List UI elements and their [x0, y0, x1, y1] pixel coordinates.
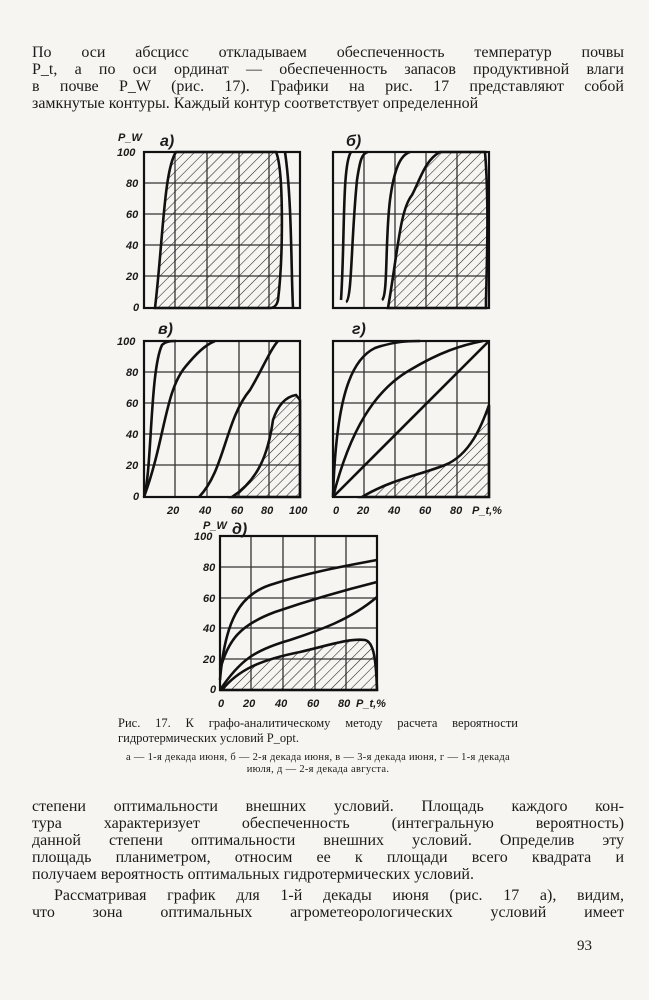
text-line: тура характеризует обеспеченность (интегральную вероятность) — [32, 815, 624, 832]
svg-text:100: 100 — [117, 147, 136, 159]
text-line: Рассматривая график для 1-й декады июня (рис. 17 а), видим, — [54, 887, 624, 904]
curve — [144, 341, 215, 497]
y-ticks — [117, 147, 140, 314]
contour — [155, 152, 282, 308]
x-ticks — [166, 505, 308, 517]
curve — [333, 341, 420, 497]
svg-text:100: 100 — [117, 336, 136, 348]
svg-text:20: 20 — [243, 698, 256, 710]
panel-label: д) — [232, 521, 248, 538]
curve — [346, 152, 368, 302]
svg-text:20: 20 — [167, 505, 180, 517]
paragraph-last — [32, 887, 624, 921]
svg-text:100: 100 — [289, 505, 308, 517]
panel-d — [194, 520, 386, 710]
svg-text:60: 60 — [203, 593, 216, 605]
figure-caption: Рис. 17. К графо-аналитическому методу расчета вероятности гидротермических условий P_opt. — [118, 716, 518, 745]
svg-text:80: 80 — [450, 505, 463, 517]
x-ticks — [333, 505, 463, 517]
text-line: По оси абсцисс откладываем обеспеченность температур почвы — [32, 44, 624, 61]
panel-label: б) — [346, 133, 362, 150]
panel-label: в) — [158, 321, 173, 338]
svg-text:60: 60 — [126, 209, 139, 221]
panel-label: г) — [352, 321, 366, 338]
svg-text:80: 80 — [338, 698, 351, 710]
svg-text:20: 20 — [357, 505, 370, 517]
curve — [144, 341, 176, 497]
curve — [285, 152, 293, 308]
page-number: 93 — [577, 938, 592, 954]
text-line: P_t, а по оси ординат — обеспеченность запасов продуктивной влаги — [32, 61, 624, 78]
svg-text:20: 20 — [126, 271, 139, 283]
svg-text:0: 0 — [210, 684, 217, 696]
svg-text:40: 40 — [126, 429, 139, 441]
y-axis-name: P_W — [203, 520, 227, 532]
text-line: что зона оптимальных агрометеорологических условий имеет — [32, 904, 624, 921]
svg-text:20: 20 — [203, 654, 216, 666]
figure-caption-notes: а — 1-я декада июня, б — 2-я декада июня, в — 3-я декада июня, г — 1-я декада июля, д — 2-я декада августа. — [126, 752, 510, 775]
panel-b — [333, 133, 489, 308]
svg-text:60: 60 — [231, 505, 244, 517]
svg-text:0: 0 — [133, 302, 140, 314]
y-axis-name: P_W — [118, 132, 142, 144]
text-line: площадь планиметром, относим ее к площади всего квадрата и — [32, 849, 624, 866]
paragraph-top — [32, 44, 624, 112]
svg-text:40: 40 — [388, 505, 401, 517]
text-line: степени оптимальности внешних условий. Площадь каждого кон- — [32, 798, 624, 815]
y-ticks — [117, 336, 140, 503]
svg-text:80: 80 — [126, 178, 139, 190]
x-ticks — [218, 698, 351, 710]
svg-text:80: 80 — [126, 367, 139, 379]
svg-text:60: 60 — [419, 505, 432, 517]
x-axis-name: P_t,% — [472, 505, 502, 517]
panel-a — [117, 132, 300, 314]
svg-text:40: 40 — [275, 698, 288, 710]
svg-text:0: 0 — [133, 491, 140, 503]
x-axis-name: P_t,% — [356, 698, 386, 710]
panel-v — [117, 321, 308, 517]
panel-g — [333, 321, 502, 517]
svg-text:100: 100 — [194, 531, 213, 543]
figure-17 — [0, 120, 649, 720]
text-line: данной степени оптимальности внешних условий. Определив эту — [32, 832, 624, 849]
text-line: в почве P_W (рис. 17). Графики на рис. 17 представляют собой — [32, 78, 624, 95]
paragraph-bottom — [32, 798, 624, 883]
svg-text:20: 20 — [126, 460, 139, 472]
svg-text:40: 40 — [203, 623, 216, 635]
svg-text:60: 60 — [307, 698, 320, 710]
contour — [222, 640, 377, 690]
svg-text:0: 0 — [218, 698, 225, 710]
text-line: замкнутые контуры. Каждый контур соответствует определенной — [32, 95, 479, 112]
svg-text:80: 80 — [203, 562, 216, 574]
svg-text:60: 60 — [126, 398, 139, 410]
contour — [388, 152, 487, 308]
svg-text:0: 0 — [333, 505, 340, 517]
y-ticks — [194, 531, 217, 696]
text-line: получаем вероятность оптимальных гидротермических условий. — [32, 866, 474, 883]
svg-text:40: 40 — [199, 505, 212, 517]
svg-text:80: 80 — [261, 505, 274, 517]
contour — [232, 395, 300, 497]
svg-text:40: 40 — [126, 240, 139, 252]
panel-label: а) — [160, 133, 175, 150]
